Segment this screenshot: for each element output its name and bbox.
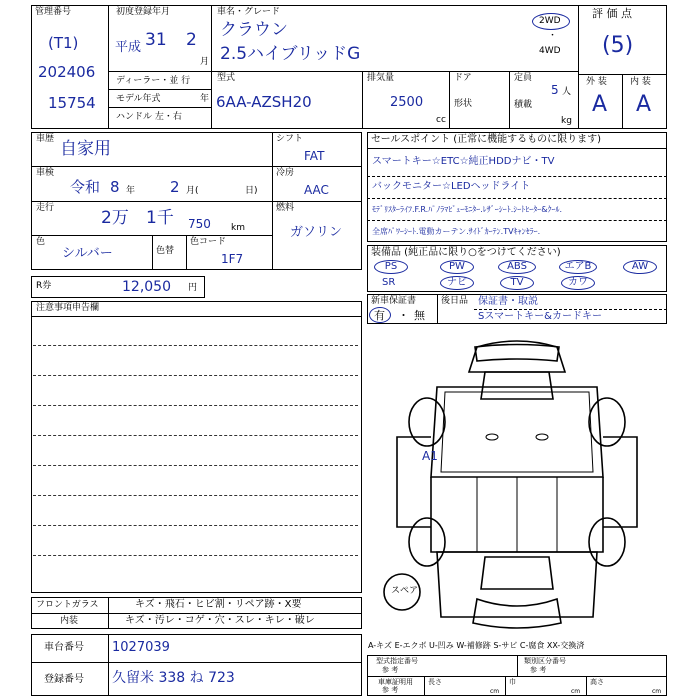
footer-f3: 車庫証明用 xyxy=(378,678,413,686)
rating-label: 評 価 点 xyxy=(592,7,632,20)
dealer-label: ディーラー・並 行 xyxy=(116,76,191,86)
color-label: 色 xyxy=(36,237,46,247)
model-year-label: モデル年式 xyxy=(116,94,161,104)
cooler-label: 冷房 xyxy=(276,168,295,178)
recycle-label: R券 xyxy=(36,281,52,291)
mileage-sen: 1千 xyxy=(146,208,174,228)
atohin-label: 後日品 xyxy=(441,296,469,306)
windshield-outline xyxy=(481,372,553,399)
chassis-label: 車台番号 xyxy=(44,642,84,653)
exterior-grade: A xyxy=(592,92,608,117)
rear-body-outline xyxy=(437,552,597,617)
sales-line-1: スマートキー☆ETC☆純正HDDナビ・TV xyxy=(372,156,555,167)
handle-label: ハンドル 左・右 xyxy=(116,112,182,122)
kanri-code: (T1) xyxy=(48,34,79,52)
shift: FAT xyxy=(304,149,325,163)
color-code: 1F7 xyxy=(221,252,244,266)
footer-height: 高さ xyxy=(590,678,604,686)
shaken-label: 車検 xyxy=(36,168,55,178)
history-label: 車歴 xyxy=(36,134,55,144)
history-value: 自家用 xyxy=(60,139,111,159)
teiin-unit: 人 xyxy=(562,87,572,97)
kanri-number-2: 15754 xyxy=(48,94,96,112)
color-code-label: 色コード xyxy=(190,237,227,247)
haiki-unit: cc xyxy=(436,115,446,125)
front-glass-label: フロントガラス xyxy=(36,600,99,610)
footer-ref-3: 参 考 xyxy=(382,686,399,694)
equip-abs: ABS xyxy=(498,260,536,274)
haiki-label: 排気量 xyxy=(367,73,395,83)
front-right-wheel xyxy=(589,398,625,446)
door-label: ドア xyxy=(454,73,472,83)
equip-airbag: エアB xyxy=(559,260,597,274)
sales-line-3: ﾓﾃﾞﾘｽﾀｰﾗｲﾌ.F.R.ﾊﾟﾉﾗﾏﾋﾞｭｰﾓﾆﾀｰ.ﾚｻﾞｰｼｰﾄ.ｼｰﾄﾋｰﾀｰ&ｸｰﾙ. xyxy=(372,205,563,214)
rear-left-wheel xyxy=(409,518,445,566)
mileage-man: 2万 xyxy=(101,208,129,228)
equipment-label: 装備品 (純正品に限り○をつけてください) xyxy=(371,247,561,258)
footer-ref-2: 参 考 xyxy=(530,666,547,674)
mileage-rest: 750 xyxy=(188,217,211,231)
mileage-unit: km xyxy=(231,223,245,233)
rating-score: (5) xyxy=(602,33,634,58)
shaken-era: 令和 xyxy=(70,178,101,196)
front-glass-options: キズ・飛石・ヒビ割・リペア跡・X要 xyxy=(135,599,302,610)
equip-sr: SR xyxy=(382,277,396,288)
recycle-value: 12,050 xyxy=(122,279,171,295)
footer-cm-3: cm xyxy=(652,688,662,695)
side-body-outline xyxy=(431,387,603,477)
warranty-label: 新車保証書 xyxy=(371,296,417,306)
first-reg-month: 2 xyxy=(186,30,197,50)
warranty-sep: ・ xyxy=(398,309,409,322)
rear-window-outline xyxy=(481,557,553,589)
footer-width: 巾 xyxy=(509,678,516,686)
equip-tv: TV xyxy=(500,276,534,290)
shaken-year-unit: 年 xyxy=(126,186,136,196)
recycle-unit: 円 xyxy=(188,283,198,293)
notes-label: 注意事項申告欄 xyxy=(36,303,100,313)
fuel-label: 燃料 xyxy=(276,203,295,213)
first-reg-year: 31 xyxy=(145,30,167,50)
car-name: クラウン xyxy=(220,20,288,40)
damage-legend: A-キズ E-エクボ U-凹み W-補修跡 S-サビ C-腐食 XX-交換済 xyxy=(368,641,585,650)
equip-navi: ナビ xyxy=(440,276,474,290)
first-reg-era: 平成 xyxy=(115,40,142,55)
warranty-nashi: 無 xyxy=(414,309,425,322)
sekisai-unit: kg xyxy=(561,116,572,126)
front-left-wheel xyxy=(409,398,445,446)
mileage-label: 走行 xyxy=(36,203,55,213)
equip-pw: PW xyxy=(440,260,474,274)
kanri-label: 管理番号 xyxy=(35,7,72,17)
sekisai-label: 積載 xyxy=(514,100,533,110)
footer-length: 長さ xyxy=(428,678,442,686)
first-reg-month-unit: 月 xyxy=(200,57,210,67)
footer-cm-2: cm xyxy=(571,688,581,695)
header-frame xyxy=(31,5,667,129)
katashiki: 6AA-AZSH20 xyxy=(216,93,312,111)
reg-number: 久留米 338 ね 723 xyxy=(112,670,235,686)
sales-line-2: バックモニター☆LEDヘッドライト xyxy=(372,181,531,192)
atohin-2: Sスマートキー&カードキー xyxy=(478,311,602,322)
damage-mark-a1: A1 xyxy=(422,449,438,463)
model-year-unit: 年 xyxy=(200,94,210,104)
front-bumper-outline xyxy=(475,345,559,362)
footer-f2: 類別区分番号 xyxy=(524,657,566,665)
drive-2wd: 2WD xyxy=(539,16,561,26)
recycle-frame xyxy=(31,276,205,298)
shaken-day-unit: 日) xyxy=(245,186,258,196)
equip-ps: PS xyxy=(374,260,408,274)
haiki: 2500 xyxy=(390,95,424,110)
drive-4wd: 4WD xyxy=(539,46,561,56)
shift-label: シフト xyxy=(276,134,304,144)
footer-cm-1: cm xyxy=(490,688,500,695)
shodo-label: 初度登録年月 xyxy=(116,7,171,17)
equip-aw: AW xyxy=(623,260,657,274)
sales-label: セールスポイント (正常に機能するものに限ります) xyxy=(371,134,602,145)
color-value: シルバー xyxy=(62,246,113,261)
atohin-1: 保証書・取説 xyxy=(478,296,538,307)
chassis-number: 1027039 xyxy=(112,640,170,655)
exterior-label: 外 装 xyxy=(586,77,607,87)
car-name-label: 車名・グレード xyxy=(217,7,281,17)
color-change-label: 色替 xyxy=(156,246,175,256)
reg-label: 登録番号 xyxy=(44,674,84,685)
spare-label: スペア xyxy=(391,586,419,596)
shaken-month-unit: 月( xyxy=(186,186,199,196)
warranty-ari: 有 xyxy=(374,309,385,322)
interior-cond-label: 内装 xyxy=(60,616,79,626)
equip-leather: カワ xyxy=(561,276,595,290)
footer-f1: 型式指定番号 xyxy=(376,657,418,665)
shaken-year: 8 xyxy=(110,178,120,196)
teiin: 5 xyxy=(551,83,559,97)
footer-ref-1: 参 考 xyxy=(382,666,399,674)
kanri-number-1: 202406 xyxy=(38,63,96,81)
sales-line-4: 全席ﾊﾟﾜｰｼｰﾄ.電動カーテン.ｻｲﾄﾞｶｰﾃﾝ.TVｷｬﾝｾﾗｰ. xyxy=(372,227,541,236)
katashiki-label: 型式 xyxy=(217,73,236,83)
teiin-label: 定員 xyxy=(514,73,533,83)
interior-grade: A xyxy=(636,92,652,117)
interior-cond-options: キズ・汚レ・コゲ・穴・スレ・キレ・破レ xyxy=(125,615,315,626)
rear-bumper-outline xyxy=(473,599,561,628)
cooler: AAC xyxy=(304,183,329,197)
keijo-label: 形状 xyxy=(454,99,473,109)
shaken-month: 2 xyxy=(170,178,180,196)
interior-label: 内 装 xyxy=(630,77,651,87)
drive-dot: ・ xyxy=(548,31,558,41)
fuel: ガソリン xyxy=(290,225,343,240)
car-grade: 2.5ハイブリッドG xyxy=(220,44,361,64)
rear-right-wheel xyxy=(589,518,625,566)
